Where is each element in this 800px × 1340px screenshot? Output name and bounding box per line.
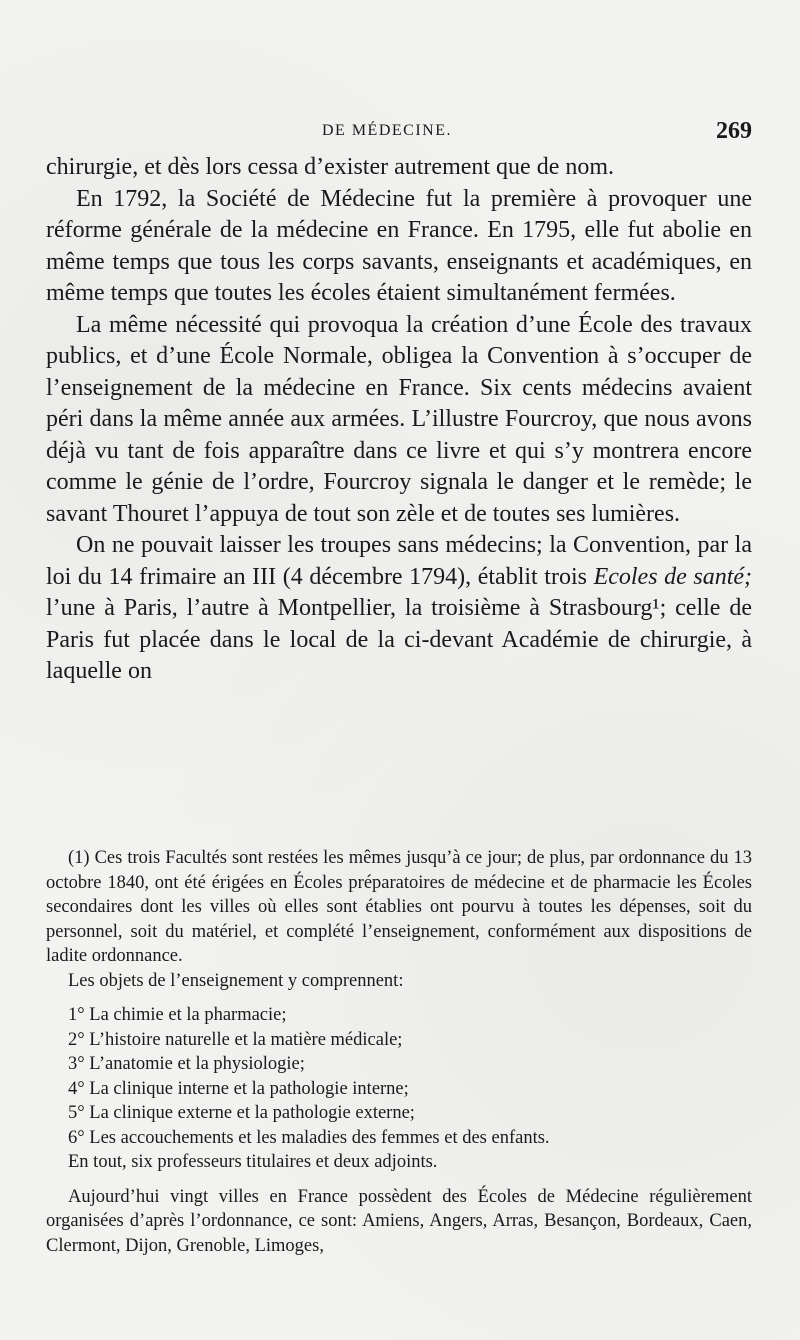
paragraph-4-part-a: On ne pouvait laisser les troupes sans médecins; la Convention, par la loi du 14 frimaire an III (4 décembre 1794), établit trois (46, 532, 752, 590)
main-text (46, 152, 752, 688)
paragraph-4-emphasis: Ecoles de santé; (593, 563, 753, 590)
footnote-1: (1) Ces trois Facultés sont restées les mêmes jusqu’à ce jour; de plus, par ordonnance du 13 octobre 1840, ont été érigées en Écoles préparatoires de médecine et de pharmacie les Écoles secondaires dont les villes où elles sont établies ont pourvu à toutes les dépenses, soit du personnel, soit du matériel, et complété l’enseignement, conformément aux dispositions de ladite ordonnance. (46, 848, 752, 966)
list-item: 5° La clinique externe et la pathologie externe; (68, 1103, 415, 1123)
paragraph-3: La même nécessité qui provoqua la création d’une École des travaux publics, et d’une École Normale, obligea la Convention à s’occuper de l’enseignement de la médecine en France. Six cents médecins avaient péri dans la même année aux armées. L’illustre Fourcroy, que nous avons déjà vu tant de fois apparaître dans ce livre et qui s’y montrera encore comme le génie de l’ordre, Fourcroy signala le danger et le remède; le savant Thouret l’appuya de tout son zèle et de toutes ses lumières. (46, 311, 752, 527)
page-header (46, 118, 752, 148)
paragraph-4 (46, 530, 752, 688)
paragraph-1: chirurgie, et dès lors cessa d’exister autrement que de nom. (46, 154, 615, 180)
list-item: 3° L’anatomie et la physiologie; (68, 1054, 305, 1074)
footnote-intro: Les objets de l’enseignement y comprennent: (68, 970, 404, 991)
footnotes (46, 846, 752, 1258)
footnote-total: En tout, six professeurs titulaires et deux adjoints. (68, 1152, 438, 1172)
list-item: 1° La chimie et la pharmacie; (68, 1005, 287, 1025)
paragraph-4-part-b: l’une à Paris, l’autre à Montpellier, la troisième à Strasbourg¹; celle de Paris fut placée dans le local de la ci-devant Académie de chirurgie, à laquelle on (46, 595, 752, 684)
footnote-cities: Aujourd’hui vingt villes en France possèdent des Écoles de Médecine régulièrement organisées d’après l’ordonnance, ce sont: Amiens, Angers, Arras, Besançon, Bordeaux, Caen, Clermont, Dijon, Grenoble, Limoges, (46, 1186, 752, 1256)
page-number: 269 (716, 118, 752, 144)
running-head: DE MÉDECINE. (322, 122, 452, 139)
list-item: 4° La clinique interne et la pathologie interne; (68, 1078, 409, 1099)
list-item: 6° Les accouchements et les maladies des femmes et des enfants. (68, 1127, 550, 1148)
list-item: 2° L’histoire naturelle et la matière médicale; (68, 1029, 403, 1050)
subject-list (46, 1003, 752, 1150)
paragraph-2: En 1792, la Société de Médecine fut la première à provoquer une réforme générale de la médecine en France. En 1795, elle fut abolie en même temps que tous les corps savants, enseignants et académiques, en même temps que toutes les écoles étaient simultanément fermées. (46, 185, 752, 306)
